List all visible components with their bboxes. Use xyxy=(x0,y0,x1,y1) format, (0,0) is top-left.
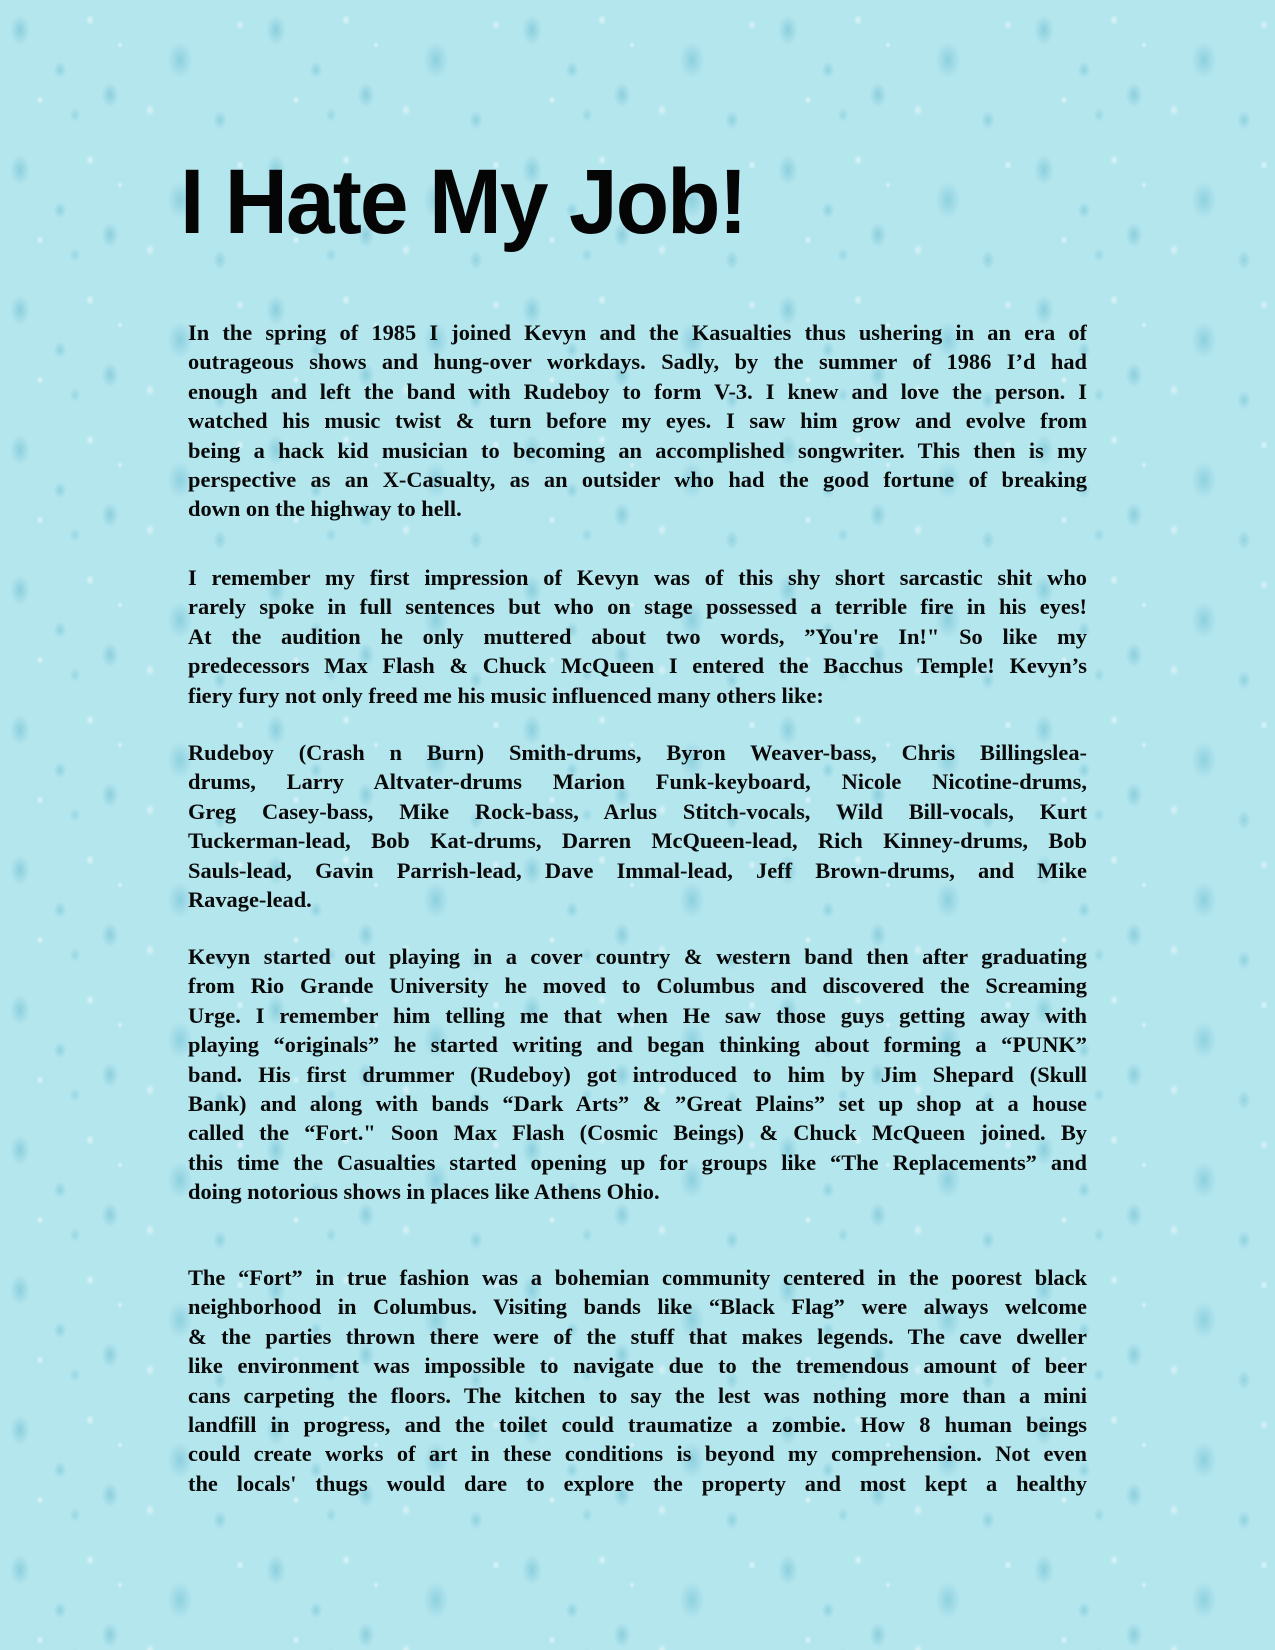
text-line: fiery fury not only freed me his music influenced many others like: xyxy=(188,682,824,708)
text-line: could create works of art in these conditions is beyond my comprehension. Not even xyxy=(188,1441,1087,1467)
text-line: like environment was impossible to navigate due to the tremendous amount of beer xyxy=(188,1353,1087,1379)
text-line: Kevyn started out playing in a cover country & western band then after graduating xyxy=(188,944,1087,969)
paragraph-intro xyxy=(188,318,1087,524)
text-line: & the parties thrown there were of the stuff that makes legends. The cave dweller xyxy=(188,1323,1087,1349)
text-line: playing “originals” he started writing and began thinking about forming a “PUNK” xyxy=(188,1032,1087,1058)
text-line: from Rio Grande University he moved to Columbus and discovered the Screaming xyxy=(188,973,1087,999)
page-title: I Hate My Job! xyxy=(180,151,746,253)
text-line: Rudeboy (Crash n Burn) Smith-drums, Byron Weaver-bass, Chris Billingslea- xyxy=(188,740,1087,765)
text-line: the locals' thugs would dare to explore the property and most kept a healthy xyxy=(188,1470,1087,1496)
text-line: band. His first drummer (Rudeboy) got introduced to him by Jim Shepard (Skull xyxy=(188,1061,1087,1087)
text-line: being a hack kid musician to becoming an accomplished songwriter. This then is my xyxy=(188,437,1087,463)
paragraph-first-impression xyxy=(188,563,1087,710)
text-line: Sauls-lead, Gavin Parrish-lead, Dave Immal-lead, Jeff Brown-drums, and Mike xyxy=(188,857,1087,883)
text-line: At the audition he only muttered about two words, ”You're In!" So like my xyxy=(188,623,1087,649)
text-line: this time the Casualties started opening up for groups like “The Replacements” and xyxy=(188,1149,1087,1175)
text-line: drums, Larry Altvater-drums Marion Funk-keyboard, Nicole Nicotine-drums, xyxy=(188,769,1087,795)
text-line: outrageous shows and hung-over workdays. Sadly, by the summer of 1986 I’d had xyxy=(188,349,1087,375)
paragraph-musicians-list xyxy=(188,738,1087,914)
text-line: perspective as an X-Casualty, as an outsider who had the good fortune of breaking xyxy=(188,466,1087,492)
text-line: doing notorious shows in places like Athens Ohio. xyxy=(188,1179,660,1205)
text-line: Greg Casey-bass, Mike Rock-bass, Arlus Stitch-vocals, Wild Bill-vocals, Kurt xyxy=(188,798,1087,824)
text-line: Tuckerman-lead, Bob Kat-drums, Darren McQueen-lead, Rich Kinney-drums, Bob xyxy=(188,828,1087,854)
text-line: predecessors Max Flash & Chuck McQueen I entered the Bacchus Temple! Kevyn’s xyxy=(188,653,1087,679)
text-line: landfill in progress, and the toilet could traumatize a zombie. How 8 human beings xyxy=(188,1411,1087,1437)
text-line: Bank) and along with bands “Dark Arts” & ”Great Plains” set up shop at a house xyxy=(188,1090,1087,1116)
paragraph-history xyxy=(188,942,1087,1207)
text-line: neighborhood in Columbus. Visiting bands like “Black Flag” were always welcome xyxy=(188,1294,1087,1320)
text-line: called the “Fort." Soon Max Flash (Cosmic Beings) & Chuck McQueen joined. By xyxy=(188,1120,1087,1146)
text-line: The “Fort” in true fashion was a bohemian community centered in the poorest black xyxy=(188,1265,1087,1290)
paragraph-the-fort xyxy=(188,1263,1087,1498)
text-line: down on the highway to hell. xyxy=(188,496,462,522)
text-line: enough and left the band with Rudeboy to form V-3. I knew and love the person. I xyxy=(188,378,1087,404)
text-line: I remember my first impression of Kevyn was of this shy short sarcastic shit who xyxy=(188,565,1087,590)
text-line: Urge. I remember him telling me that when He saw those guys getting away with xyxy=(188,1002,1087,1028)
text-line: cans carpeting the floors. The kitchen to say the lest was nothing more than a mini xyxy=(188,1382,1087,1408)
text-line: In the spring of 1985 I joined Kevyn and the Kasualties thus ushering in an era of xyxy=(188,320,1087,345)
text-line: Ravage-lead. xyxy=(188,886,312,912)
text-line: rarely spoke in full sentences but who on stage possessed a terrible fire in his eyes! xyxy=(188,594,1087,620)
text-line: watched his music twist & turn before my eyes. I saw him grow and evolve from xyxy=(188,408,1087,434)
